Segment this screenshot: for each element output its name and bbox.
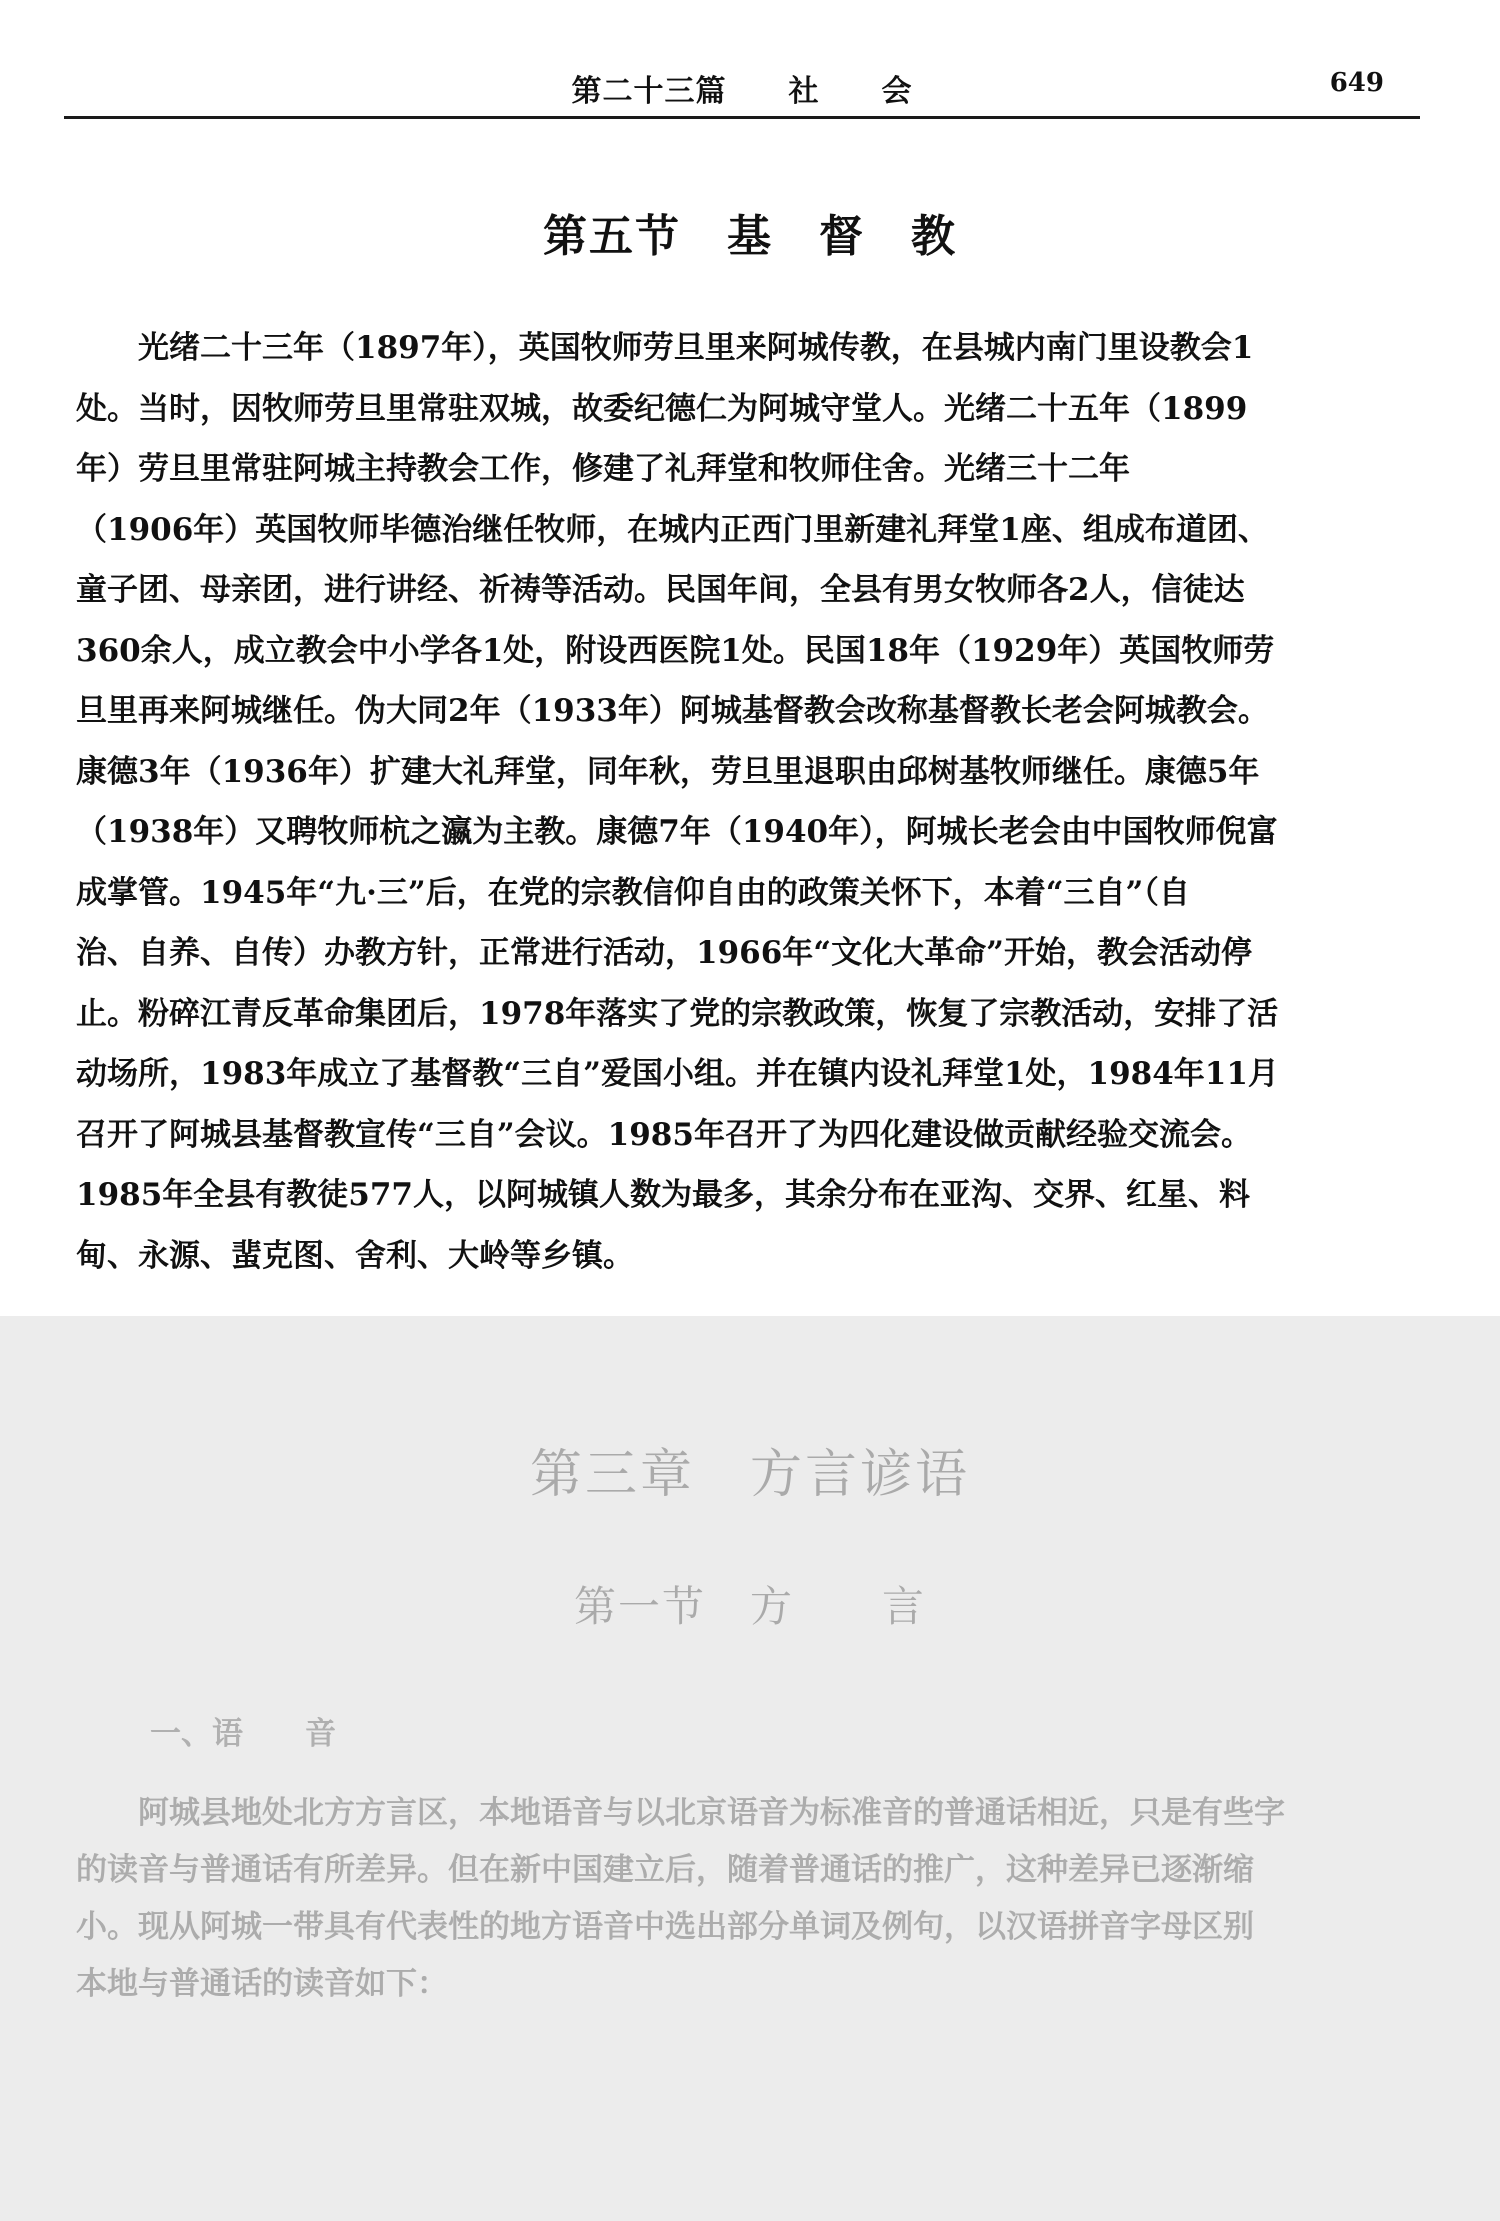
- subheading: 一、语 音: [150, 1716, 336, 1752]
- section-title: 第五节 基 督 教: [543, 211, 957, 262]
- page-number: 649: [1329, 68, 1384, 98]
- header-title: 第二十三篇 社 会: [571, 74, 913, 109]
- running-header: [64, 56, 1420, 119]
- chapter-title: 第三章 方言谚语: [529, 1445, 970, 1505]
- body-paragraph: 光绪二十三年（1897年），英国牧师劳旦里来阿城传教，在县城内南门里设教会1 处。当时，因牧师劳旦里常驻双城，故委纪德仁为阿城守堂人。光绪二十五年（1899 年）劳旦里常驻阿城主持教会工作，修建了礼拜堂和牧师住舍。光绪三十二年 （1906年）英国牧师毕德治继任牧师，在城内正西门里新建礼拜堂1座、组成布道团、 童子团、母亲团，进行讲经、祈祷等活动。民国年间，全县有男女牧师各2人，信徒达 360余人，成立教会中小学各1处，附设西医院1处。民国18年（1929年）英国牧师劳 旦里再来阿城继任。伪大同2年（1933年）阿城基督教会改称基督教长老会阿城教会。 康德3年（1936年）扩建大礼拜堂，同年秋，劳旦里退职由邱树基牧师继任。康德5年 （1938年）又聘牧师杭之瀛为主教。康德7年（1940年），阿城长老会由中国牧师倪富 成掌管。1945年“九·三”后，在党的宗教信仰自由的政策关怀下，本着“三自”（自 治、自养、自传）办教方针，正常进行活动，1966年“文化大革命”开始，教会活动停 止。粉碎江青反革命集团后，1978年落实了党的宗教政策，恢复了宗教活动，安排了活 动场所，1983年成立了基督教“三自”爱国小组。并在镇内设礼拜堂1处，1984年11月 召开了阿城县基督教宣传“三自”会议。1985年召开了为四化建设做贡献经验交流会。 1985年全县有教徒577人，以阿城镇人数为最多，其余分布在亚沟、交界、红星、料 甸、永源、蜚克图、舍利、大岭等乡镇。: [76, 330, 1279, 1274]
- lower-section-title: 第一节 方 言: [573, 1582, 926, 1631]
- lower-paragraph: 阿城县地处北方方言区，本地语音与以北京语音为标准音的普通话相近，只是有些字 的读音与普通话有所差异。但在新中国建立后，随着普通话的推广，这种差异已逐渐缩 小。现从阿城一带具有代表性的地方语音中选出部分单词及例句，以汉语拼音字母区别 本地与普通话的读音如下：: [76, 1795, 1285, 2002]
